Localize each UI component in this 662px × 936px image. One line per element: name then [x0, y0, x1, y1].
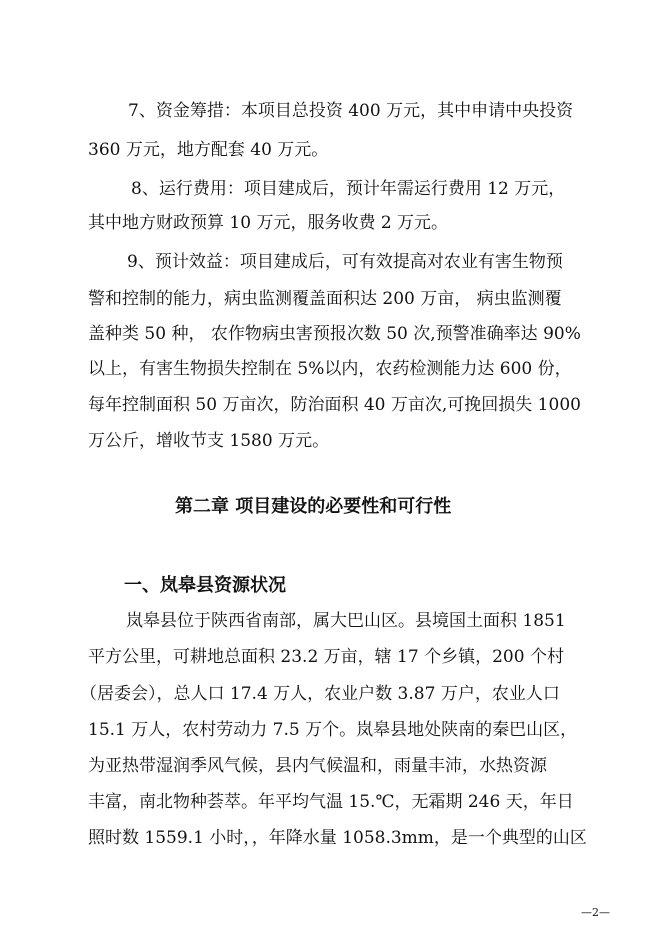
item-9-line-3: 盖种类 50 种， 农作物病虫害预报次数 50 次,预警准确率达 90%	[88, 324, 581, 344]
item-9-line-2: 警和控制的能力，病虫监测覆盖面积达 200 万亩， 病虫监测覆	[88, 289, 562, 309]
section-body-line-5: 为亚热带湿润季风气候，县内气候温和，雨量丰沛，水热资源	[88, 756, 547, 776]
item-9-line-4: 以上，有害生物损失控制在 5%以内，农药检测能力达 600 份，	[88, 359, 572, 379]
item-9-line-5: 每年控制面积 50 万亩次，防治面积 40 万亩次,可挽回损失 1000	[88, 395, 581, 415]
item-8-line-1: 8、运行费用：项目建成后，预计年需运行费用 12 万元，	[131, 179, 566, 199]
section-body-line-2: 平方公里，可耕地总面积 23.2 万亩，辖 17 个乡镇，200 个村	[88, 647, 564, 667]
section-body-line-6: 丰富，南北物种荟萃。年平均气温 15.℃，无霜期 246 天，年日	[88, 792, 574, 812]
section-body-line-7: 照时数 1559.1 小时，，年降水量 1058.3mm，是一个典型的山区	[88, 828, 587, 848]
item-7-line-1: 7、资金筹措：本项目总投资 400 万元，其中申请中央投资	[128, 101, 574, 121]
item-9-line-6: 万公斤，增收节支 1580 万元。	[88, 431, 330, 451]
section-title: 一、岚皋县资源状况	[124, 575, 286, 596]
page-number: —2—	[581, 906, 610, 919]
section-body-line-4: 15.1 万人，农村劳动力 7.5 万个。岚皋县地处陕南的秦巴山区，	[88, 720, 578, 740]
item-7-line-2: 360 万元，地方配套 40 万元。	[88, 140, 329, 160]
section-body-line-1: 岚皋县位于陕西省南部，属大巴山区。县境国土面积 1851	[126, 611, 566, 631]
chapter-title: 第二章 项目建设的必要性和可行性	[175, 496, 452, 517]
section-body-line-3: （居委会），总人口 17.4 万人，农业户数 3.87 万户，农业人口	[80, 684, 560, 704]
item-8-line-2: 其中地方财政预算 10 万元，服务收费 2 万元。	[88, 213, 449, 233]
item-9-line-1: 9、预计效益：项目建成后，可有效提高对农业有害生物预	[127, 252, 563, 272]
